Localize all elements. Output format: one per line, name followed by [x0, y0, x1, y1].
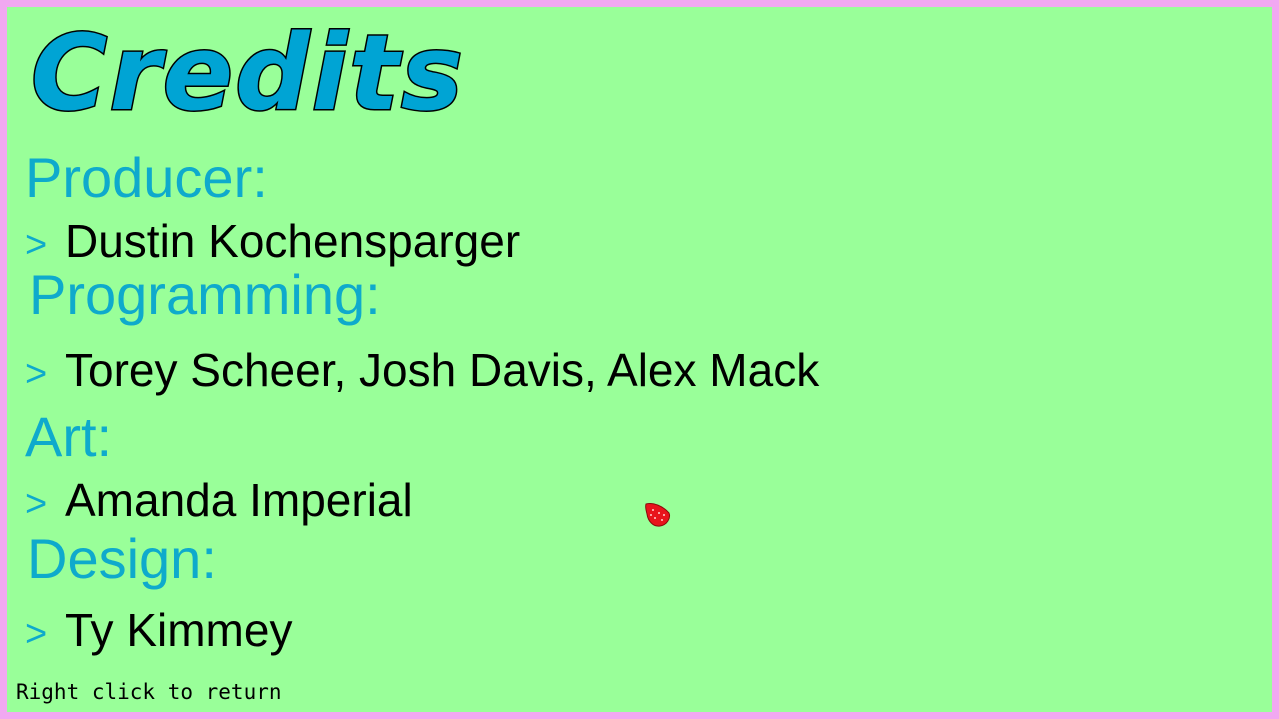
credits-title	[25, 7, 495, 137]
credits-screen[interactable]	[7, 7, 1272, 712]
art-names: Amanda Imperial	[65, 474, 413, 526]
role-art: Art:	[25, 405, 113, 468]
strawberry-cursor-icon	[643, 500, 673, 530]
credit-line-producer	[25, 215, 521, 267]
arrow-marker: >	[25, 224, 48, 266]
role-design: Design:	[27, 527, 217, 590]
programming-names: Torey Scheer, Josh Davis, Alex Mack	[65, 344, 820, 396]
credits-title-text: Credits	[31, 12, 465, 134]
arrow-marker: >	[25, 353, 48, 395]
credit-line-programming	[25, 344, 820, 396]
producer-names: Dustin Kochensparger	[65, 215, 521, 267]
role-producer: Producer:	[25, 146, 268, 209]
credit-line-design	[25, 604, 293, 656]
arrow-marker: >	[25, 483, 48, 525]
arrow-marker: >	[25, 613, 48, 655]
credit-line-art	[25, 474, 413, 526]
return-hint: Right click to return	[16, 680, 282, 704]
design-names: Ty Kimmey	[65, 604, 293, 656]
role-programming: Programming:	[29, 263, 381, 326]
